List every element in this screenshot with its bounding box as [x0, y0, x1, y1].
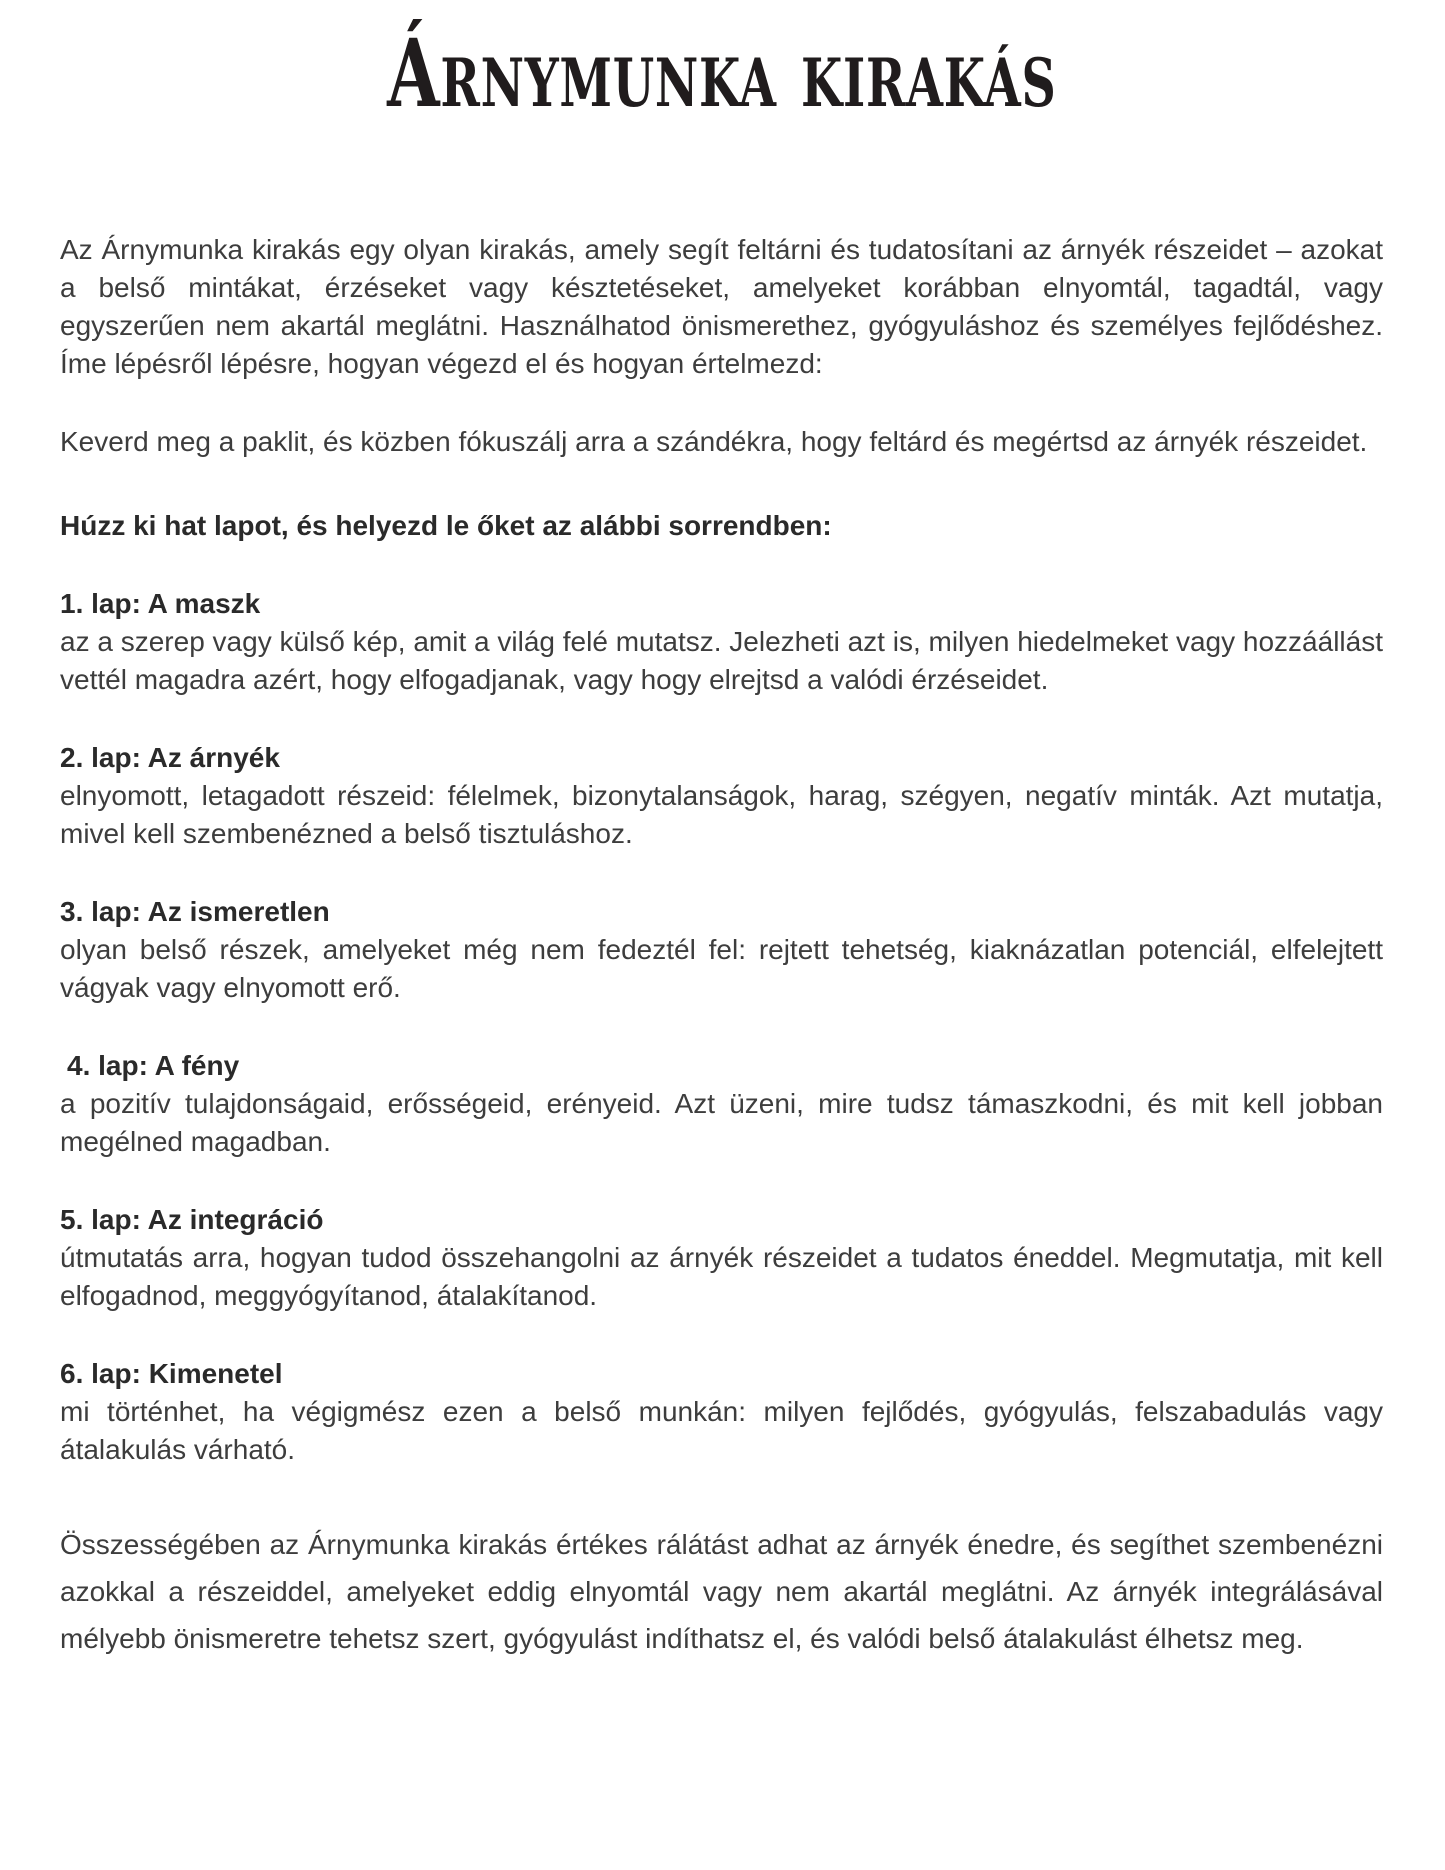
section-1-heading: 1. lap: A maszk — [60, 588, 261, 619]
section-2-heading: 2. lap: Az árnyék — [60, 742, 280, 773]
section-3-heading: 3. lap: Az ismeretlen — [60, 896, 330, 927]
card-section-2 — [60, 739, 1383, 853]
section-5-body: útmutatás arra, hogyan tudod összehangolni az árnyék részeidet a tudatos éneddel. Megmutatja, mit kell elfogadnod, meggyógyítanod, átalakítanod. — [60, 1242, 1383, 1311]
card-section-4 — [60, 1047, 1383, 1161]
card-section-6 — [60, 1355, 1383, 1469]
section-2-body: elnyomott, letagadott részeid: félelmek, bizonytalanságok, harag, szégyen, negatív minták. Azt mutatja, mivel kell szembenézned a belső tisztuláshoz. — [60, 780, 1383, 849]
section-4-heading: 4. lap: A fény — [67, 1050, 240, 1081]
section-6-body: mi történhet, ha végigmész ezen a belső munkán: milyen fejlődés, gyógyulás, felszabadulás vagy átalakulás várható. — [60, 1396, 1383, 1465]
shuffle-paragraph: Keverd meg a paklit, és közben fókuszálj arra a szándékra, hogy feltárd és megértsd az árnyék részeidet. — [60, 426, 1368, 457]
title-block — [60, 20, 1383, 145]
page-title: Árnymunka kirakás — [386, 19, 1057, 129]
section-3-body: olyan belső részek, amelyeket még nem fedeztél fel: rejtett tehetség, kiaknázatlan potenciál, elfelejtett vágyak vagy elnyomott erő. — [60, 934, 1383, 1003]
card-section-3 — [60, 893, 1383, 1007]
closing-paragraph: Összességében az Árnymunka kirakás értékes rálátást adhat az árnyék énedre, és segíthet szembenézni azokkal a részeiddel, amelyeket eddig elnyomtál vagy nem akartál meglátni. Az árnyék integrálásával mélyebb önismeretre tehetsz szert, gyógyulást indíthatsz el, és valódi belső átalakulást élhetsz meg. — [60, 1529, 1383, 1654]
section-6-heading: 6. lap: Kimenetel — [60, 1358, 283, 1389]
card-section-5 — [60, 1201, 1383, 1315]
section-5-heading: 5. lap: Az integráció — [60, 1204, 324, 1235]
card-section-1 — [60, 585, 1383, 699]
draw-instruction-heading: Húzz ki hat lapot, és helyezd le őket az alábbi sorrendben: — [60, 510, 832, 541]
section-1-body: az a szerep vagy külső kép, amit a világ felé mutatsz. Jelezheti azt is, milyen hiedelmeket vagy hozzáállást vettél magadra azért, hogy elfogadjanak, vagy hogy elrejtsd a valódi érzéseidet. — [60, 626, 1383, 695]
intro-paragraph: Az Árnymunka kirakás egy olyan kirakás, amely segít feltárni és tudatosítani az árnyék részeidet – azokat a belső mintákat, érzéseket vagy késztetéseket, amelyeket korábban elnyomtál, tagadtál, vagy egyszerűen nem akartál meglátni. Használhatod önismerethez, gyógyuláshoz és személyes fejlődéshez. Íme lépésről lépésre, hogyan végezd el és hogyan értelmezd: — [60, 234, 1383, 379]
section-4-body: a pozitív tulajdonságaid, erősségeid, erényeid. Azt üzeni, mire tudsz támaszkodni, és mit kell jobban megélned magadban. — [60, 1088, 1383, 1157]
